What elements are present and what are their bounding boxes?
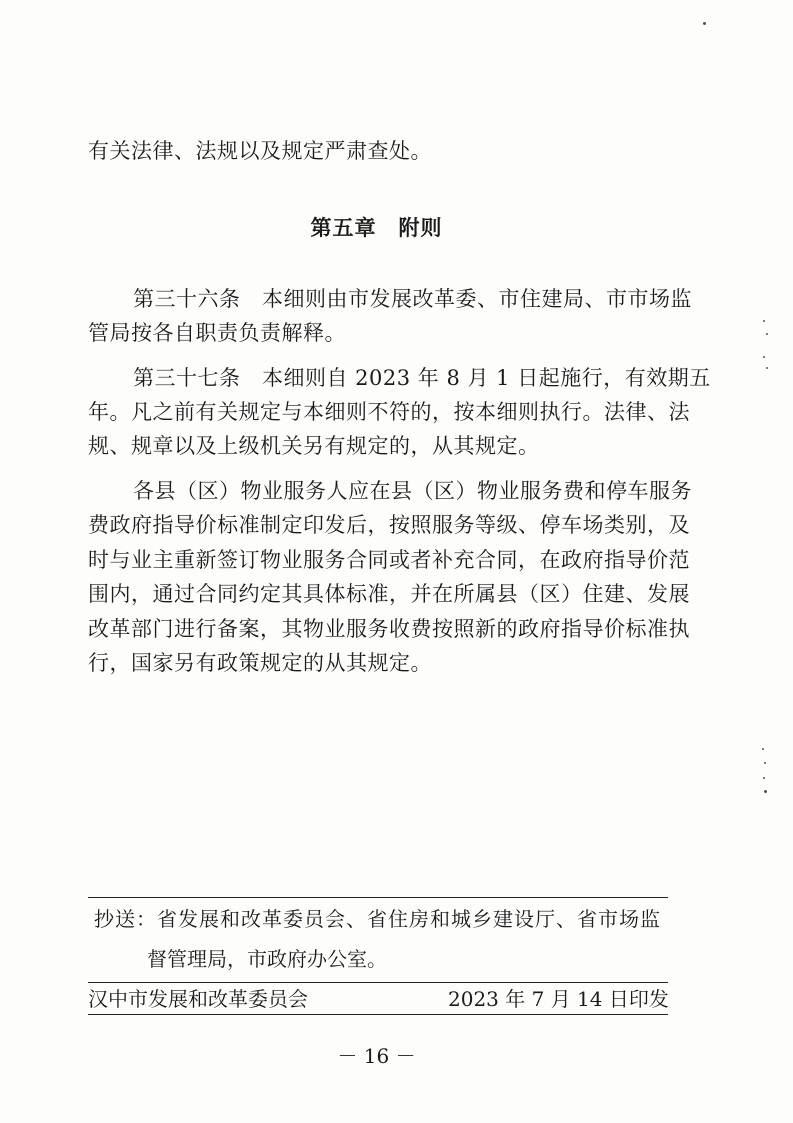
article-36-line-1: 第三十六条 本细则由市发展改革委、市住建局、市市场监 bbox=[133, 287, 692, 311]
scan-speck bbox=[703, 22, 706, 25]
scan-speck bbox=[763, 320, 765, 322]
cc-line-1: 抄送：省发展和改革委员会、省住房和城乡建设厅、省市场监 bbox=[94, 907, 660, 931]
scan-speck bbox=[764, 790, 767, 793]
county-para-line-5: 改革部门进行备案，其物业服务收费按照新的政府指导价标准执 bbox=[88, 617, 690, 641]
county-para-line-4: 围内，通过合同约定其具体标准，并在所属县（区）住建、发展 bbox=[88, 582, 690, 606]
issuer-name: 汉中市发展和改革委员会 bbox=[88, 987, 308, 1011]
carry-over-line: 有关法律、法规以及规定严肃查处。 bbox=[88, 139, 432, 163]
scan-speck bbox=[763, 777, 765, 779]
footer-bottom-rule bbox=[88, 1014, 668, 1015]
scan-speck bbox=[762, 748, 764, 750]
article-36-line-2: 管局按各自职责负责解释。 bbox=[88, 321, 346, 345]
scan-speck bbox=[766, 333, 768, 335]
county-para-line-3: 时与业主重新签订物业服务合同或者补充合同，在政府指导价范 bbox=[88, 548, 690, 572]
cc-line-2: 督管理局，市政府办公室。 bbox=[147, 947, 387, 971]
issue-date: 2023 年 7 月 14 日印发 bbox=[448, 987, 669, 1011]
county-para-line-1: 各县（区）物业服务人应在县（区）物业服务费和停车服务 bbox=[133, 479, 692, 503]
scan-speck bbox=[764, 762, 766, 764]
page-number: － 16 － bbox=[337, 1044, 416, 1068]
county-para-line-2: 费政府指导价标准制定印发后，按照服务等级、停车场类别，及 bbox=[88, 513, 690, 537]
scan-speck bbox=[763, 356, 765, 358]
article-37-line-2: 年。凡之前有关规定与本细则不符的，按本细则执行。法律、法 bbox=[88, 400, 690, 424]
article-37-line-1: 第三十七条 本细则自 2023 年 8 月 1 日起施行，有效期五 bbox=[133, 366, 711, 390]
article-37-line-3: 规、规章以及上级机关另有规定的，从其规定。 bbox=[88, 434, 540, 458]
chapter-heading: 第五章 附则 bbox=[310, 216, 443, 240]
county-para-line-6: 行，国家另有政策规定的从其规定。 bbox=[88, 651, 432, 675]
footer-mid-rule bbox=[88, 982, 668, 983]
footer-top-rule bbox=[88, 897, 668, 898]
scan-speck bbox=[766, 367, 768, 369]
